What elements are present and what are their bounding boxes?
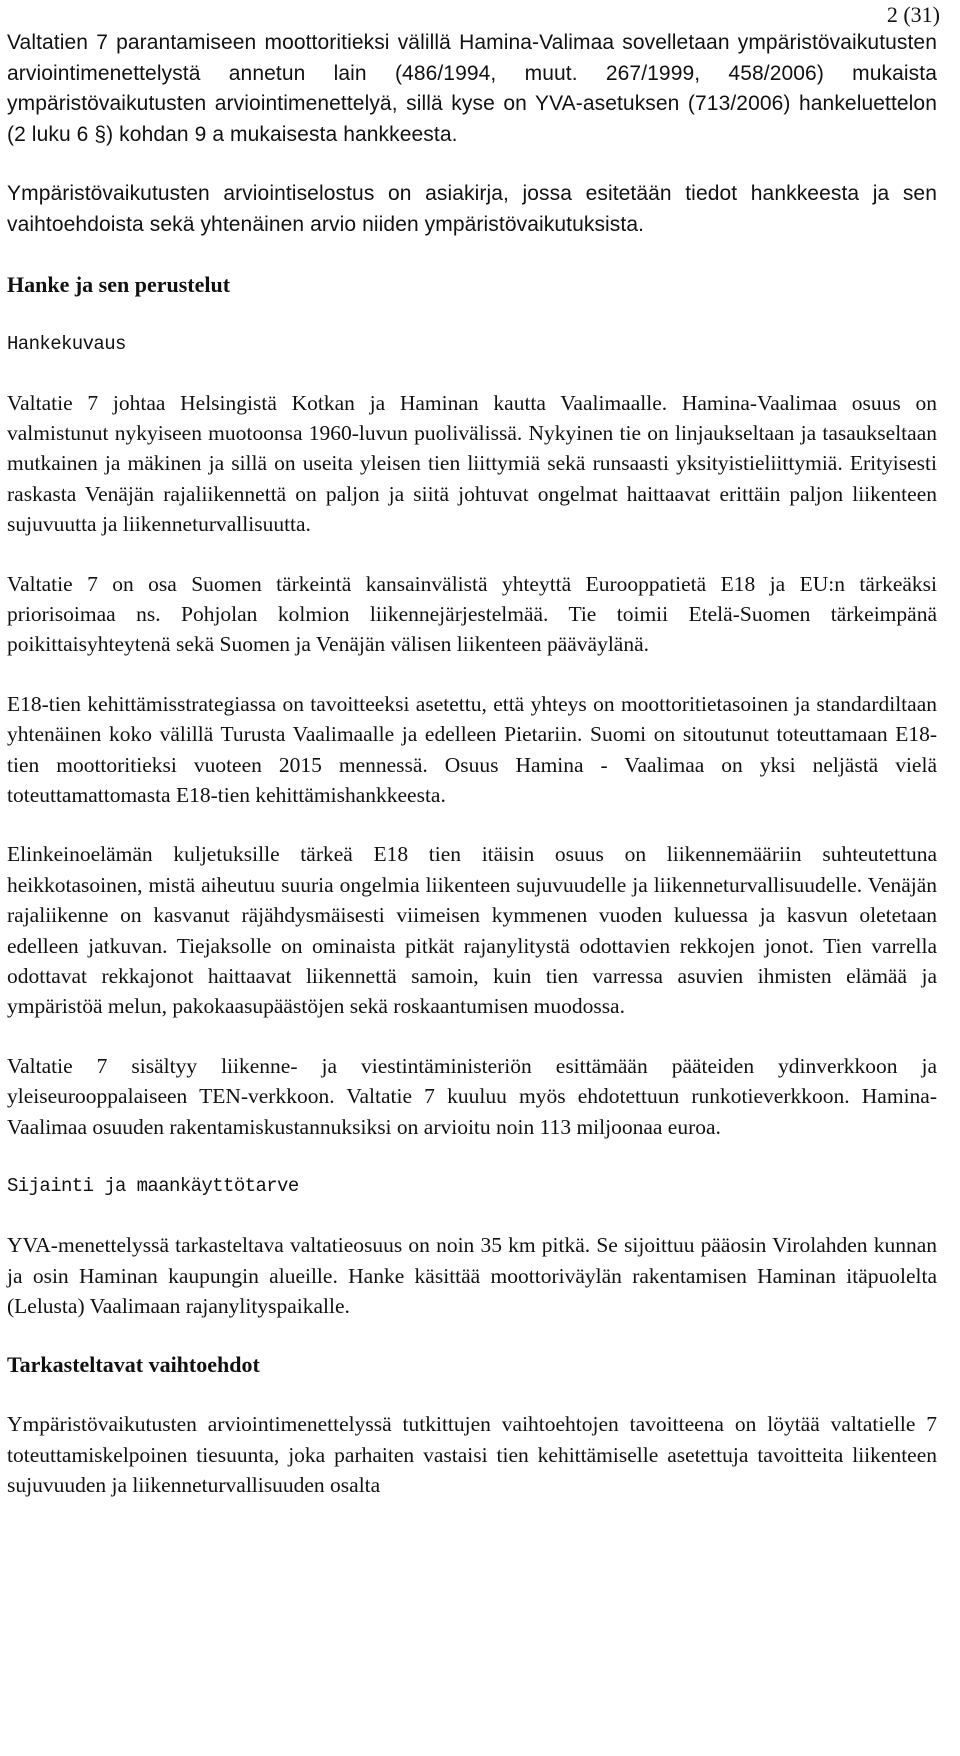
section-heading-vaihtoehdot: Tarkasteltavat vaihtoehdot: [7, 1352, 260, 1378]
subheading-hankekuvaus: Hankekuvaus: [7, 332, 126, 355]
page-content: [7, 28, 937, 1501]
intro-paragraph-legal-basis: Valtatien 7 parantamiseen moottoritieksi välillä Hamina-Valimaa sovelletaan ympäristövaikutusten arviointimenettelystä annetun lain (486/1994, muut. 267/1999, 458/2006) mukaista ympäristövaikutusten arviointimenettelyä, sillä kyse on YVA-asetuksen (713/2006) hankeluettelon (2 luku 6 §) kohdan 9 a mukaisesta hankkeesta.: [7, 31, 937, 146]
paragraph-valtatie-history: Valtatie 7 johtaa Helsingistä Kotkan ja Haminan kautta Vaalimaalle. Hamina-Vaalimaa osuus on valmistunut nykyiseen muotoonsa 1960-luvun puolivälissä. Nykyinen tie on linjaukseltaan ja tasaukseltaan mutkainen ja mäkinen ja sillä on useita yleisen tien liittymiä sekä runsaasti yksityistieliittymiä. Erityisesti raskasta Venäjän rajaliikennettä on paljon ja siitä johtuvat ongelmat haittaavat erittäin paljon liikenteen sujuvuutta ja liikenneturvallisuutta.: [7, 390, 937, 537]
paragraph-e18-strategy: E18-tien kehittämisstrategiassa on tavoitteeksi asetettu, että yhteys on moottoritietasoinen ja standardiltaan yhtenäinen koko välillä Turusta Vaalimaalle ja edelleen Pietariin. Suomi on sitoutunut toteuttamaan E18-tien moottoritieksi vuoteen 2015 mennessä. Osuus Hamina - Vaalimaa on yksi neljästä vielä toteuttamattomasta E18-tien kehittämishankkeesta.: [7, 691, 937, 808]
paragraph-location: YVA-menettelyssä tarkasteltava valtatieosuus on noin 35 km pitkä. Se sijoittuu pääosin Virolahden kunnan ja osin Haminan kaupungin alueille. Hanke käsittää moottoriväylän rakentamisen Haminan itäpuolelta (Lelusta) Vaalimaan rajanylityspaikalle.: [7, 1233, 937, 1318]
paragraph-network-costs: Valtatie 7 sisältyy liikenne- ja viestintäministeriön esittämään pääteiden ydinverkkoon ja yleiseurooppalaiseen TEN-verkkoon. Valtatie 7 kuuluu myös ehdotettuun runkotieverkkoon. Hamina-Vaalimaa osuuden rakentamiskustannuksiksi on arvioitu noin 113 miljoonaa euroa.: [7, 1053, 937, 1139]
paragraph-alternatives: Ympäristövaikutusten arviointimenettelyssä tutkittujen vaihtoehtojen tavoitteena on löytää valtatielle 7 toteuttamiskelpoinen tiesuunta, joka parhaiten vastaisi tien kehittämiselle asetettuja tavoitteita liikenteen sujuvuuden ja liikenneturvallisuuden osalta: [7, 1412, 937, 1498]
paragraph-traffic-problems: Elinkeinoelämän kuljetuksille tärkeä E18 tien itäisin osuus on liikennemääriin suhteutettuna heikkotasoinen, mistä aiheutuu suuria ongelmia liikenteen sujuvuudelle ja liikenneturvallisuudelle. Venäjän rajaliikenne on kasvanut räjähdysmäisesti viimeisen kymmenen vuoden kuluessa ja kasvun oletetaan edelleen jatkuvan. Tiejaksolle on ominaista pitkät rajanylitystä odottavien rekkojen jonot. Tien varrella odottavat rekkajonot haittaavat liikennettä samoin, kuin tien varressa asuvien ihmisten elämää ja ympäristöä melun, pakokaasupäästöjen sekä roskaantumisen muodossa.: [7, 842, 937, 1019]
intro-paragraph-definition: Ympäristövaikutusten arviointiselostus on asiakirja, jossa esitetään tiedot hankkeesta ja sen vaihtoehdoista sekä yhtenäinen arvio niiden ympäristövaikutuksista.: [7, 182, 937, 236]
paragraph-e18-importance: Valtatie 7 on osa Suomen tärkeintä kansainvälistä yhteyttä Eurooppatietä E18 ja EU:n tärkeäksi priorisoimaa ns. Pohjolan kolmion liikennejärjestelmää. Tie toimii Etelä-Suomen tärkeimpänä poikittaisyhteytenä sekä Suomen ja Venäjän välisen liikenteen pääväylänä.: [7, 571, 937, 657]
page-number: 2 (31): [886, 2, 940, 27]
subheading-sijainti: Sijainti ja maankäyttötarve: [7, 1175, 299, 1198]
section-heading-hanke: Hanke ja sen perustelut: [7, 271, 231, 297]
